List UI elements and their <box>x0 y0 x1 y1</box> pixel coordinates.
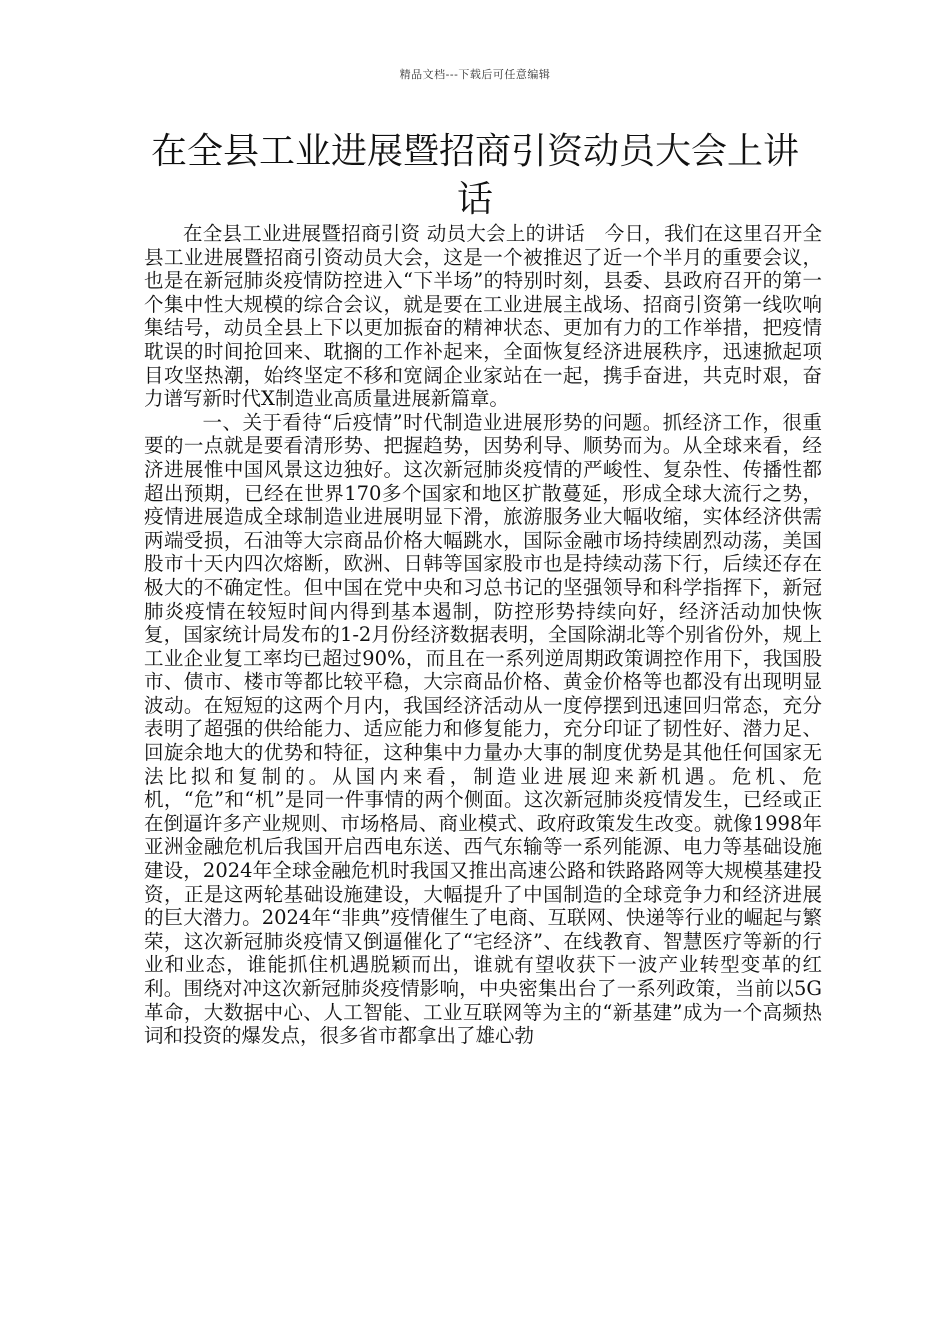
paragraph-intro: 在全县工业进展暨招商引资 动员大会上的讲话 今日，我们在这里召开全县工业进展暨招商引资动员大会，这是一个被推迟了近一个半月的重要会议，也是在新冠肺炎疫情防控进入“下半场”的特别时刻，县委、县政府召开的第一个集中性大规模的综合会议，就是要在工业进展主战场、招商引资第一线吹响集结号，动员全县上下以更加振奋的精神状态、更加有力的工作举措，把疫情耽误的时间抢回来、耽搁的工作补起来，全面恢复经济进展秩序，迅速掀起项目攻坚热潮，始终坚定不移和宽阔企业家站在一起，携手奋进，共克时艰，奋力谱写新时代X制造业高质量进展新篇章。 <box>144 222 822 411</box>
document-body <box>144 222 822 1048</box>
paragraph-section-one: 一、关于看待“后疫情”时代制造业进展形势的问题。抓经济工作，很重要的一点就是要看清形势、把握趋势，因势利导、顺势而为。从全球来看，经济进展惟中国风景这边独好。这次新冠肺炎疫情的严峻性、复杂性、传播性都超出预期，已经在世界170多个国家和地区扩散蔓延，形成全球大流行之势，疫情进展造成全球制造业进展明显下滑，旅游服务业大幅收缩，实体经济供需两端受损，石油等大宗商品价格大幅跳水，国际金融市场持续剧烈动荡，美国股市十天内四次熔断，欧洲、日韩等国家股市也是持续动荡下行，后续还存在极大的不确定性。但中国在党中央和习总书记的坚强领导和科学指挥下，新冠肺炎疫情在较短时间内得到基本遏制，防控形势持续向好，经济活动加快恢复，国家统计局发布的1-2月份经济数据表明，全国除湖北等个别省份外，规上工业企业复工率均已超过90%，而且在一系列逆周期政策调控作用下，我国股市、债市、楼市等都比较平稳，大宗商品价格、黄金价格等也都没有出现明显波动。在短短的这两个月内，我国经济活动从一度停摆到迅速回归常态，充分表明了超强的供给能力、适应能力和修复能力，充分印证了韧性好、潜力足、回旋余地大的优势和特征，这种集中力量办大事的制度优势是其他任何国家无法比拟和复制的。从国内来看，制造业进展迎来新机遇。危机、危机，“危”和“机”是同一件事情的两个侧面。这次新冠肺炎疫情发生，已经或正在倒逼许多产业规则、市场格局、商业模式、政府政策发生改变。就像1998年亚洲金融危机后我国开启西电东送、西气东输等一系列能源、电力等基础设施建设，2024年全球金融危机时我国又推出高速公路和铁路路网等大规模基建投资，正是这两轮基础设施建设，大幅提升了中国制造的全球竞争力和经济进展的巨大潜力。2024年“非典”疫情催生了电商、互联网、快递等行业的崛起与繁荣，这次新冠肺炎疫情又倒逼催化了“宅经济”、在线教育、智慧医疗等新的行业和业态，谁能抓住机遇脱颖而出，谁就有望收获下一波产业转型变革的红利。围绕对冲这次新冠肺炎疫情影响，中央密集出台了一系列政策，当前以5G革命，大数据中心、人工智能、工业互联网等为主的“新基建”成为一个高频热词和投资的爆发点，很多省市都拿出了雄心勃 <box>144 410 822 1048</box>
document-title: 在全县工业进展暨招商引资动员大会上讲话 <box>150 131 799 220</box>
page-header: 精品文档---下载后可任意编辑 <box>399 68 551 81</box>
